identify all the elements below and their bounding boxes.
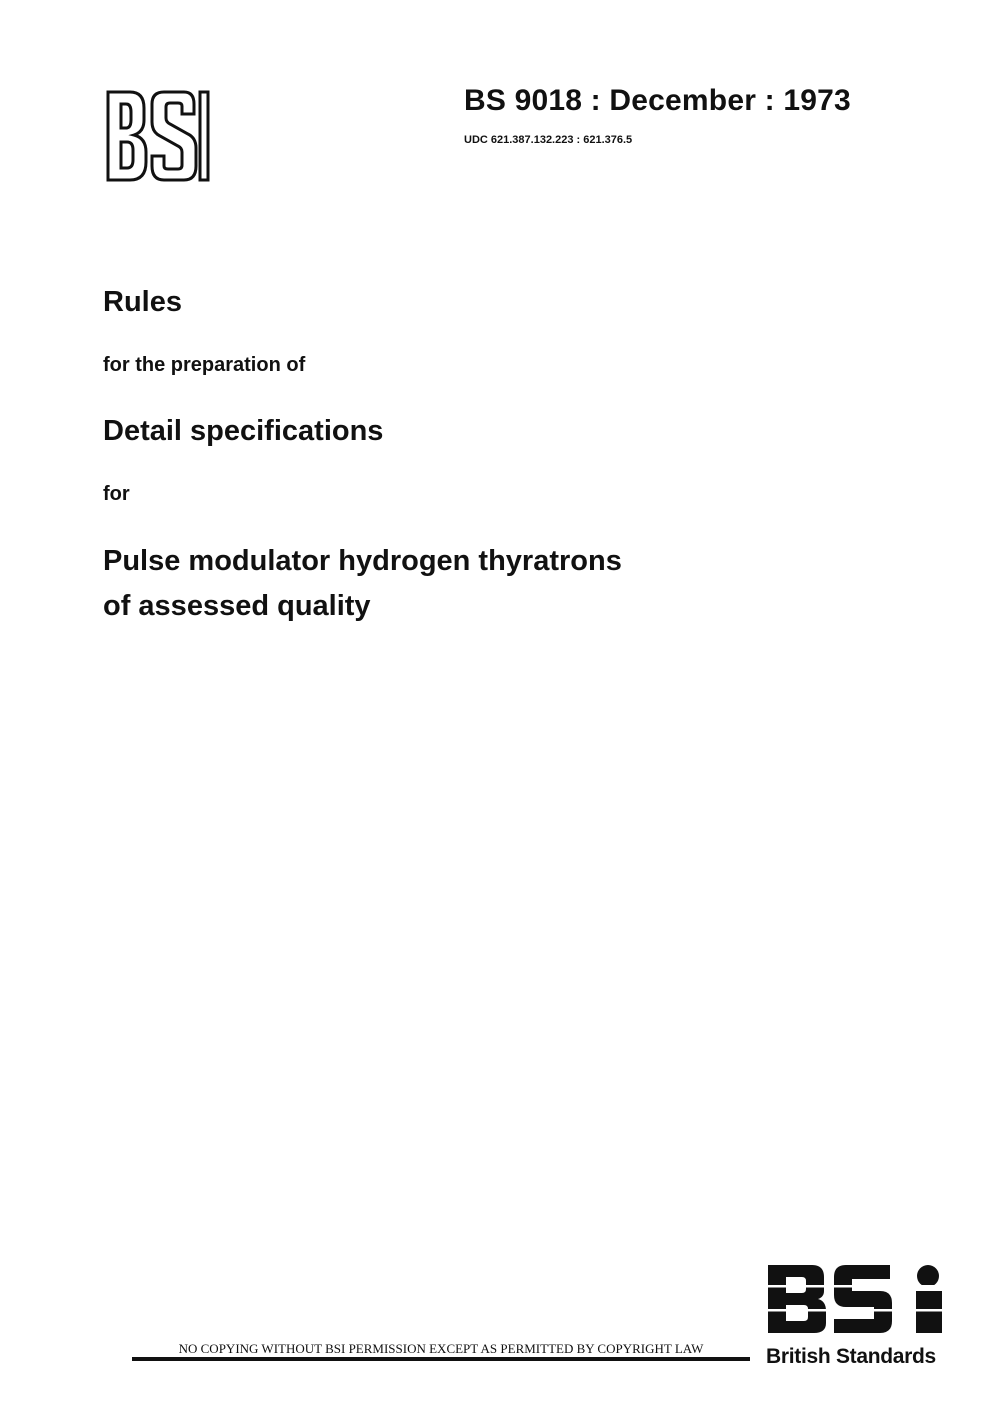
bsi-logo-solid xyxy=(766,1263,946,1335)
copyright-rule xyxy=(132,1357,750,1361)
udc-classification: UDC 621.387.132.223 : 621.376.5 xyxy=(464,134,633,146)
title-detail-specifications: Detail specifications xyxy=(103,415,384,447)
copyright-notice: NO COPYING WITHOUT BSI PERMISSION EXCEPT AS PERMITTED BY COPYRIGHT LAW xyxy=(178,1341,704,1356)
title-subject-line-2: of assessed quality xyxy=(103,590,371,622)
standard-number: BS 9018 : December : 1973 xyxy=(464,84,851,117)
title-for-preparation: for the preparation of xyxy=(103,354,306,376)
title-rules: Rules xyxy=(103,286,182,318)
british-standards-label: British Standards xyxy=(766,1345,936,1368)
title-subject-line-1: Pulse modulator hydrogen thyratrons xyxy=(103,545,622,577)
title-for: for xyxy=(103,483,130,505)
bsi-logo-outline xyxy=(104,90,210,182)
